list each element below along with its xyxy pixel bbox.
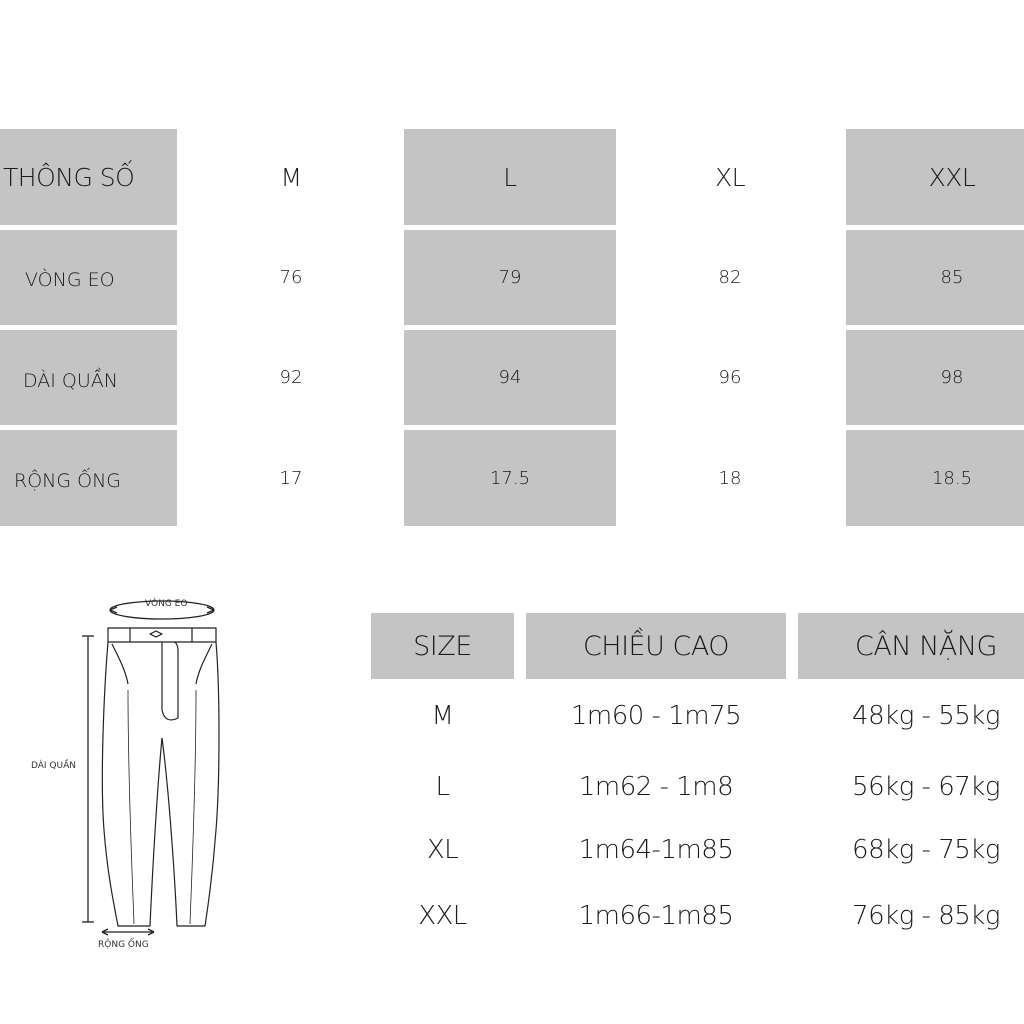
- height-cell: 1m62 - 1m8: [578, 772, 734, 802]
- size-cell: XXL: [418, 901, 467, 931]
- spec-header-xxl: XXL: [846, 129, 1024, 225]
- height-cell: 1m66-1m85: [578, 901, 734, 931]
- height-cell: 1m64-1m85: [578, 835, 734, 865]
- spec-cell: 92: [279, 367, 303, 388]
- spec-cell: 96: [718, 367, 742, 388]
- spec-cell: 85: [846, 230, 1024, 325]
- spec-cell: 98: [846, 330, 1024, 425]
- hem-measure-arrow: [102, 929, 154, 935]
- size-header-size: SIZE: [371, 613, 514, 679]
- pants-illustration: [102, 628, 219, 926]
- spec-row-label-length: DÀI QUẦN: [0, 330, 177, 425]
- length-label: DÀI QUẦN: [31, 761, 77, 771]
- size-cell: XL: [426, 835, 459, 865]
- waist-label: VÒNG EO: [145, 599, 188, 609]
- spec-cell: 82: [718, 267, 742, 288]
- weight-cell: 68kg - 75kg: [852, 835, 1000, 865]
- size-cell: M: [431, 701, 454, 731]
- size-header-height: CHIỀU CAO: [526, 613, 786, 679]
- spec-cell: 18.5: [846, 430, 1024, 526]
- spec-row-label-hem: RỘNG ỐNG: [0, 430, 177, 526]
- spec-cell: 18: [718, 467, 742, 489]
- spec-cell: 79: [404, 230, 616, 325]
- spec-header-xl: XL: [714, 162, 746, 192]
- length-measure-arrow: [82, 636, 94, 922]
- spec-header-m: M: [280, 162, 302, 192]
- spec-row-label-waist: VÒNG EO: [0, 230, 177, 325]
- weight-cell: 76kg - 85kg: [852, 901, 1000, 931]
- spec-header-label: THÔNG SỐ: [0, 129, 177, 225]
- pants-diagram: [0, 580, 240, 960]
- spec-cell: 17.5: [404, 430, 616, 526]
- height-cell: 1m60 - 1m75: [570, 701, 742, 731]
- spec-cell: 94: [404, 330, 616, 425]
- weight-cell: 48kg - 55kg: [852, 701, 1000, 731]
- spec-cell: 76: [279, 267, 303, 288]
- size-cell: L: [435, 772, 450, 802]
- spec-cell: 17: [279, 467, 303, 489]
- spec-header-l: L: [404, 129, 616, 225]
- hem-label: RỘNG ỐNG: [98, 940, 149, 950]
- weight-cell: 56kg - 67kg: [852, 772, 1000, 802]
- size-header-weight: CÂN NẶNG: [798, 613, 1024, 679]
